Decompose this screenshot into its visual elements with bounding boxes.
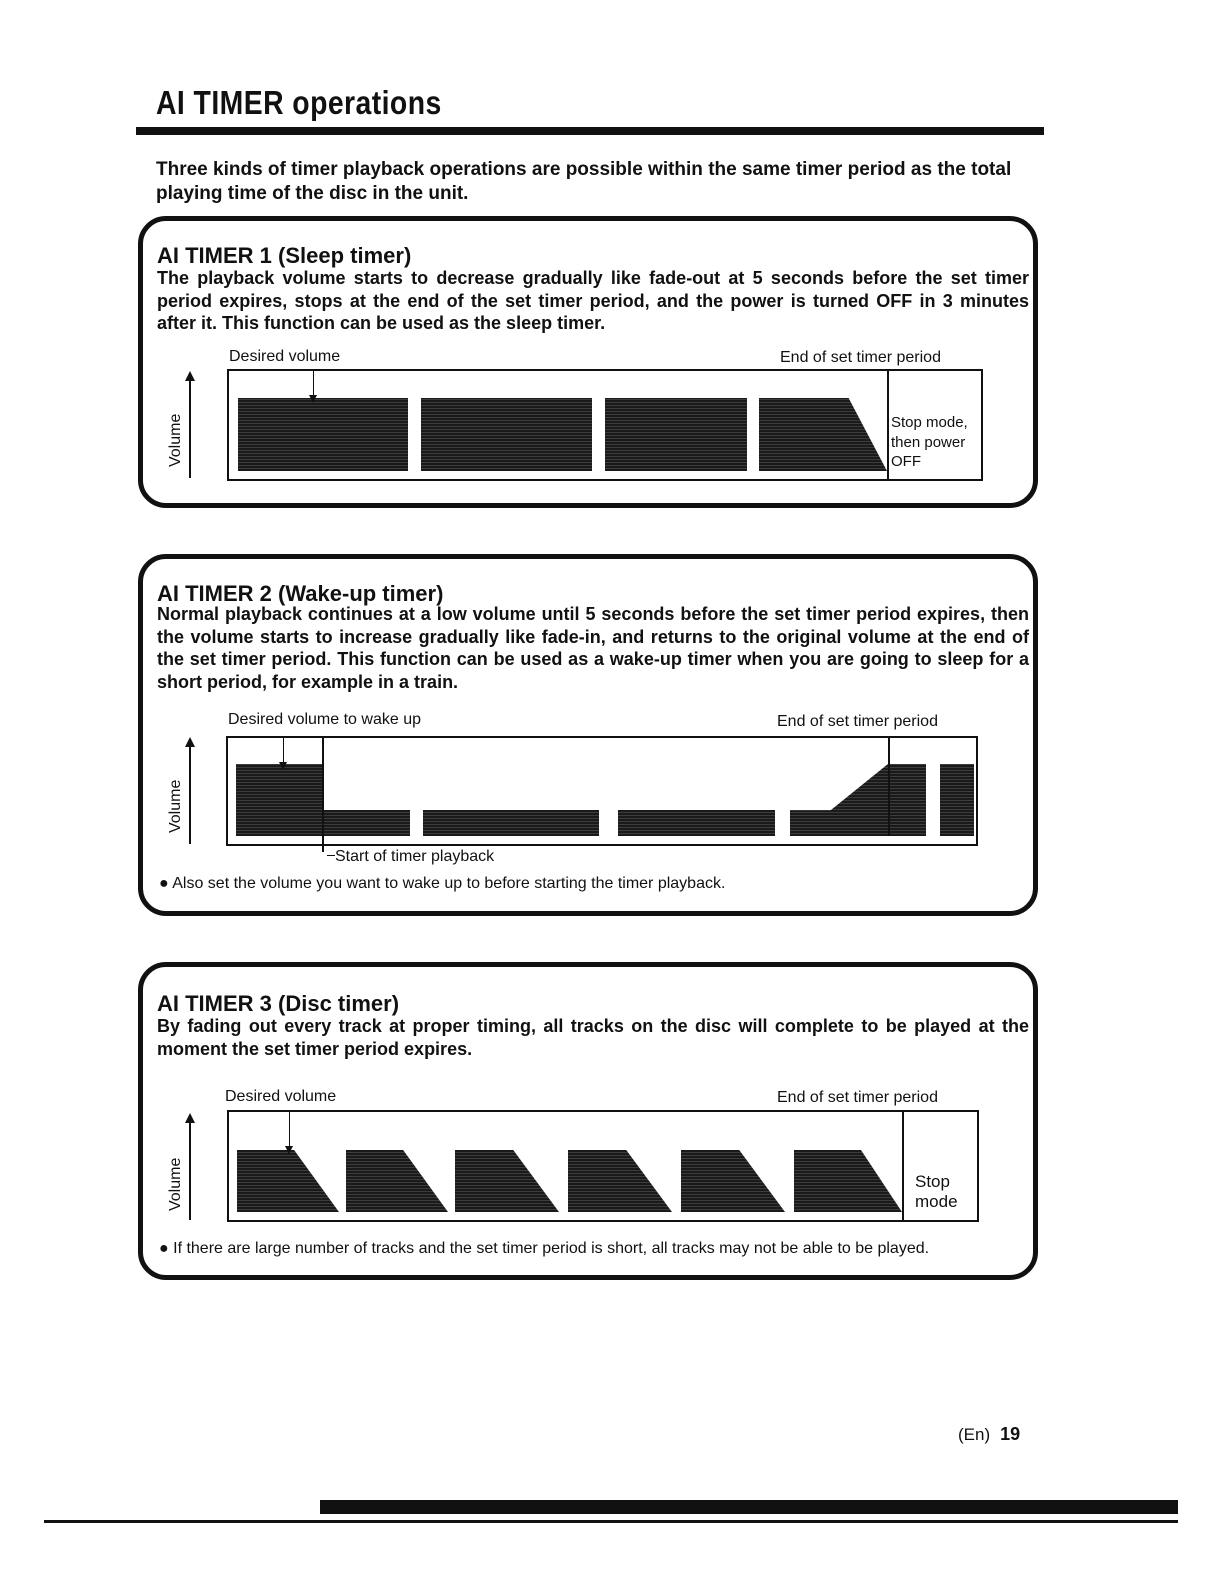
page-number — [958, 1424, 1020, 1445]
timer1-desired-pointer — [313, 369, 314, 397]
timer3-desired-pointer — [289, 1110, 290, 1146]
timer1-track-block — [421, 398, 592, 471]
intro-text: Three kinds of timer playback operations are possible within the same timer period as the total playing time of the disc in the unit. — [156, 159, 1012, 204]
timer3-track-block — [568, 1150, 672, 1212]
timer2-after-block — [940, 764, 974, 836]
timer1-fadeout-block — [759, 398, 887, 471]
timer3-note — [159, 1240, 929, 1258]
page-title: AI TIMER operations — [156, 84, 442, 121]
page-language: (En) — [958, 1425, 991, 1444]
timer2-desired-pointer — [283, 736, 284, 764]
timer1-diagram — [227, 369, 983, 481]
timer3-note-text: If there are large number of tracks and the set timer period is short, all tracks may not be able to be played. — [173, 1240, 930, 1257]
timer1-desired-label: Desired volume — [229, 348, 341, 365]
timer2-desired-arrowhead — [279, 762, 287, 770]
timer3-volume-label: Volume — [167, 1157, 184, 1211]
timer3-heading: AI TIMER 3 (Disc timer) — [157, 991, 400, 1016]
timer1-end-label: End of set timer period — [780, 349, 941, 366]
bullet-icon: ● — [159, 1240, 169, 1257]
timer1-volume-arrow — [185, 371, 195, 381]
timer2-volume-axis — [189, 744, 191, 844]
timer3-desired-arrowhead — [285, 1146, 293, 1154]
timer3-description: By fading out every track at proper timing, all tracks on the disc will complete to be played at the moment the set timer period expires. — [157, 1016, 1029, 1059]
footer-bar — [320, 1500, 1178, 1514]
timer2-start-label: Start of timer playback — [335, 848, 495, 865]
timer3-desired-label: Desired volume — [225, 1088, 337, 1105]
timer3-end-marker — [902, 1112, 904, 1220]
timer2-fadein-block — [790, 764, 926, 836]
timer2-low-block — [324, 810, 410, 836]
timer1-volume-label: Volume — [167, 413, 184, 467]
timer2-end-label: End of set timer period — [777, 713, 938, 730]
timer3-track-block — [455, 1150, 559, 1212]
timer2-heading: AI TIMER 2 (Wake-up timer) — [157, 581, 444, 606]
timer3-stop-line: mode — [915, 1192, 958, 1211]
timer1-stop-line: OFF — [891, 453, 921, 470]
timer2-start-tick — [327, 855, 335, 856]
timer2-volume-arrow — [185, 737, 195, 747]
timer3-diagram — [227, 1110, 979, 1222]
timer3-track-block — [237, 1150, 339, 1212]
timer2-desired-label: Desired volume to wake up — [228, 711, 421, 728]
timer1-desired-arrowhead — [309, 395, 317, 403]
timer3-volume-arrow — [185, 1113, 195, 1123]
timer3-track-block — [794, 1150, 902, 1212]
timer2-diagram — [226, 736, 978, 846]
timer2-low-block — [423, 810, 599, 836]
timer3-end-label: End of set timer period — [777, 1089, 938, 1106]
timer1-volume-axis — [189, 378, 191, 478]
timer1-stop-line: then power — [891, 433, 966, 451]
timer3-panel — [138, 962, 1038, 1280]
timer3-stop-line: Stop — [915, 1172, 950, 1191]
timer3-track-block — [681, 1150, 785, 1212]
timer2-end-marker — [888, 738, 890, 836]
title-rule — [136, 127, 1044, 135]
footer-line — [44, 1520, 1178, 1523]
timer2-note-text: Also set the volume you want to wake up to before starting the timer playback. — [172, 875, 726, 892]
timer1-stop-line: Stop mode, — [891, 414, 968, 431]
timer1-track-block — [605, 398, 747, 471]
timer1-heading: AI TIMER 1 (Sleep timer) — [157, 243, 412, 268]
timer2-panel — [138, 554, 1038, 916]
timer2-description: Normal playback continues at a low volume until 5 seconds before the set timer period expires, then the volume starts to increase gradually like fade-in, and returns to the original volume at the end of the set timer period. This function can be used as a wake-up timer when you are going to sleep for a short period, for example in a train. — [157, 604, 1029, 692]
timer1-end-marker — [887, 371, 889, 479]
timer1-track-block — [238, 398, 408, 471]
timer3-volume-axis — [189, 1120, 191, 1220]
timer2-volume-label: Volume — [167, 779, 184, 833]
page-number-value: 19 — [1000, 1424, 1021, 1444]
timer1-panel — [138, 216, 1038, 508]
timer2-desired-block — [236, 764, 322, 836]
timer1-description: The playback volume starts to decrease gradually like fade-out at 5 seconds before the set timer period expires, stops at the end of the set timer period, and the power is turned OFF in 3 minutes after it. This function can be used as the sleep timer. — [157, 268, 1029, 333]
timer2-note — [159, 875, 725, 893]
timer3-track-block — [346, 1150, 448, 1212]
timer3-stop-text — [915, 1172, 958, 1212]
timer1-stop-text — [891, 413, 968, 472]
bullet-icon: ● — [159, 875, 169, 892]
timer2-low-block — [618, 810, 775, 836]
